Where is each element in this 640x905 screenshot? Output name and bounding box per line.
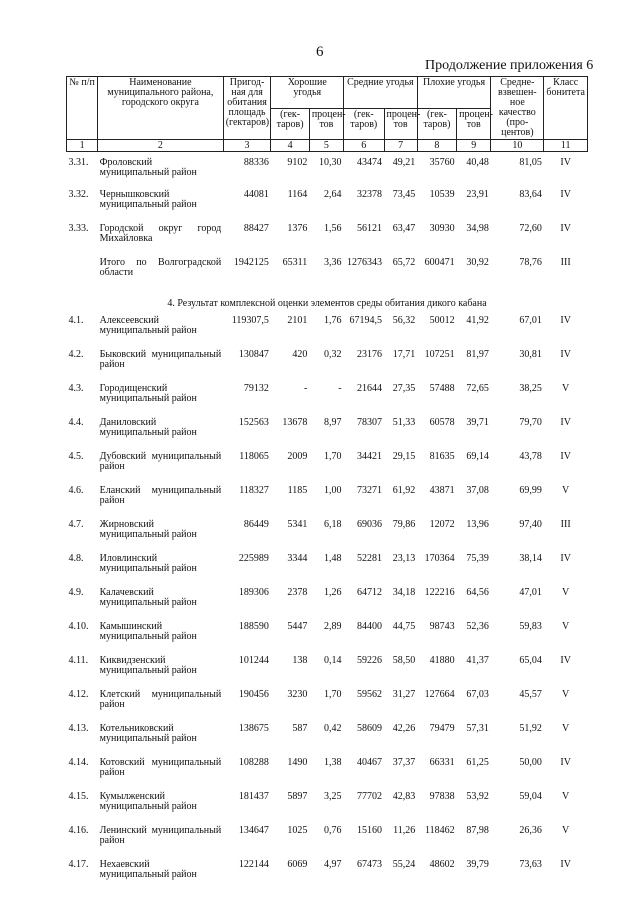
weighted-quality: 67,01 <box>519 315 542 326</box>
header-bad-lands: Плохие угодья <box>417 77 491 109</box>
area-value: 225989 <box>238 553 269 564</box>
good-pct: 0,32 <box>324 349 342 360</box>
weighted-quality: 38,25 <box>519 383 542 394</box>
bad-ha: 50012 <box>429 315 455 326</box>
bonitet-class: IV <box>560 451 571 462</box>
header-weighted-quality: Средне-взвешен-ное качество (про-центов) <box>491 77 544 140</box>
good-pct: 2,64 <box>324 189 342 200</box>
column-number: 10 <box>491 140 544 152</box>
bonitet-class: IV <box>560 859 571 870</box>
medium-ha: 56121 <box>357 223 383 234</box>
table-row <box>67 622 588 656</box>
bad-pct: 37,08 <box>466 485 489 496</box>
bad-pct: 39,79 <box>466 859 489 870</box>
weighted-quality: 50,00 <box>519 757 542 768</box>
row-number: 4.13. <box>68 723 89 734</box>
bonitet-class: V <box>562 825 570 836</box>
medium-pct: 34,18 <box>392 587 416 598</box>
area-value: 190456 <box>238 689 269 700</box>
district-name: Жирновский муниципальный район <box>99 519 197 540</box>
good-ha: 3230 <box>287 689 308 700</box>
weighted-quality: 78,76 <box>519 257 542 268</box>
bad-ha: 60578 <box>429 417 455 428</box>
area-value: 44081 <box>243 189 269 200</box>
good-ha: 1025 <box>287 825 308 836</box>
bonitet-class: V <box>562 689 570 700</box>
table-header <box>67 77 588 152</box>
good-ha: 1185 <box>287 485 308 496</box>
appendix-continuation-label: Продолжение приложения 6 <box>425 58 594 73</box>
district-name: Еланский муниципальный район <box>99 485 222 506</box>
district-name: Городской округ город Михайловка <box>99 223 222 244</box>
medium-ha: 34421 <box>357 451 383 462</box>
medium-pct: 29,15 <box>392 451 416 462</box>
section-row <box>67 292 588 316</box>
bad-pct: 81,97 <box>466 349 489 360</box>
row-number: 4.15. <box>68 791 89 802</box>
table-row <box>67 758 588 792</box>
table-row <box>67 792 588 826</box>
bad-ha: 97838 <box>429 791 455 802</box>
good-ha: 5897 <box>287 791 308 802</box>
row-number: 4.4. <box>68 417 84 428</box>
good-pct: 1,00 <box>324 485 342 496</box>
table-row <box>67 826 588 860</box>
area-value: 181437 <box>238 791 269 802</box>
column-number: 5 <box>309 140 343 152</box>
weighted-quality: 59,04 <box>519 791 542 802</box>
row-number: 4.12. <box>68 689 89 700</box>
row-number <box>67 258 98 292</box>
row-number: 4.16. <box>68 825 89 836</box>
bad-pct: 67,03 <box>466 689 489 700</box>
table-row <box>67 588 588 622</box>
medium-ha: 64712 <box>357 587 383 598</box>
bad-ha: 600471 <box>424 257 455 268</box>
bad-ha: 122216 <box>424 587 455 598</box>
table-row <box>67 152 588 191</box>
column-number: 9 <box>457 140 491 152</box>
medium-ha: 15160 <box>357 825 383 836</box>
row-number: 4.7. <box>68 519 84 530</box>
district-name: Иловлинский муниципальный район <box>99 553 197 574</box>
medium-ha: 77702 <box>357 791 383 802</box>
medium-pct: 42,26 <box>392 723 416 734</box>
bonitet-class: IV <box>560 223 571 234</box>
bad-ha: 10539 <box>429 189 455 200</box>
table-row <box>67 258 588 292</box>
good-pct: 1,38 <box>324 757 342 768</box>
good-ha: 65311 <box>282 257 308 268</box>
weighted-quality: 47,01 <box>519 587 542 598</box>
header-bad-ha: (гек-таров) <box>417 108 456 140</box>
column-number: 6 <box>344 140 384 152</box>
district-name: Котельниковский муниципальный район <box>99 723 197 744</box>
bad-pct: 87,98 <box>466 825 489 836</box>
district-name: Калачевский муниципальный район <box>99 587 197 608</box>
header-good-pct: процен-тов <box>309 108 343 140</box>
district-name: Ленинский муниципальный район <box>99 825 222 846</box>
row-number: 3.32. <box>68 189 89 200</box>
medium-ha: 59562 <box>357 689 383 700</box>
column-number: 2 <box>98 140 224 152</box>
bonitet-class: V <box>562 723 570 734</box>
district-name: Городищенский муниципальный район <box>99 383 197 404</box>
medium-ha: 58609 <box>357 723 383 734</box>
area-value: 108288 <box>238 757 269 768</box>
area-value: 88336 <box>243 157 269 168</box>
good-ha: 420 <box>292 349 308 360</box>
good-ha: - <box>303 383 308 394</box>
bonitet-class: V <box>562 621 570 632</box>
bad-pct: 57,31 <box>466 723 489 734</box>
column-number-row <box>67 140 588 152</box>
medium-ha: 43474 <box>357 157 383 168</box>
row-number: 4.11. <box>68 655 89 666</box>
medium-pct: 49,21 <box>392 157 416 168</box>
weighted-quality: 65,04 <box>519 655 542 666</box>
weighted-quality: 59,83 <box>519 621 542 632</box>
good-pct: 8,97 <box>324 417 342 428</box>
bonitet-class: III <box>560 519 571 530</box>
bad-pct: 61,25 <box>466 757 489 768</box>
medium-pct: 73,45 <box>392 189 416 200</box>
bonitet-class: IV <box>560 349 571 360</box>
good-pct: 0,76 <box>324 825 342 836</box>
medium-pct: 58,50 <box>392 655 416 666</box>
area-value: 138675 <box>238 723 269 734</box>
row-number: 4.1. <box>68 315 84 326</box>
medium-ha: 67473 <box>357 859 383 870</box>
row-number: 4.6. <box>68 485 84 496</box>
good-pct: 0,14 <box>324 655 342 666</box>
row-number: 3.33. <box>68 223 89 234</box>
medium-pct: 31,27 <box>392 689 416 700</box>
good-pct: 6,18 <box>324 519 342 530</box>
row-number: 4.10. <box>68 621 89 632</box>
bad-ha: 98743 <box>429 621 455 632</box>
weighted-quality: 45,57 <box>519 689 542 700</box>
bonitet-class: III <box>560 257 571 268</box>
weighted-quality: 72,60 <box>519 223 542 234</box>
bad-ha: 12072 <box>429 519 455 530</box>
area-value: 118065 <box>239 451 269 462</box>
table-row <box>67 452 588 486</box>
table-row <box>67 384 588 418</box>
weighted-quality: 81,05 <box>519 157 542 168</box>
row-number: 4.17. <box>68 859 89 870</box>
bonitet-class: IV <box>560 553 571 564</box>
medium-pct: 63,47 <box>392 223 416 234</box>
row-number: 4.14. <box>68 757 89 768</box>
row-number: 4.3. <box>68 383 84 394</box>
bad-ha: 43871 <box>429 485 455 496</box>
district-name: Фроловский муниципальный район <box>99 157 197 178</box>
table-row <box>67 350 588 384</box>
header-medium-lands: Средние угодья <box>344 77 418 109</box>
medium-pct: 27,35 <box>392 383 416 394</box>
good-ha: 13678 <box>282 417 308 428</box>
good-pct: 1,56 <box>324 223 342 234</box>
bad-ha: 35760 <box>429 157 455 168</box>
header-bonitet-class: Класс бонитета <box>544 77 588 140</box>
medium-ha: 32378 <box>357 189 383 200</box>
good-pct: 3,36 <box>324 257 342 268</box>
row-number: 4.2. <box>68 349 84 360</box>
good-ha: 2101 <box>287 315 308 326</box>
bad-ha: 57488 <box>429 383 455 394</box>
medium-ha: 69036 <box>357 519 383 530</box>
medium-pct: 51,33 <box>392 417 416 428</box>
bad-ha: 30930 <box>429 223 455 234</box>
good-pct: 1,70 <box>324 451 342 462</box>
column-number: 11 <box>544 140 588 152</box>
medium-pct: 11,26 <box>393 825 416 836</box>
header-medium-pct: процен-тов <box>384 108 417 140</box>
medium-pct: 42,83 <box>392 791 416 802</box>
row-number: 4.5. <box>68 451 84 462</box>
bad-ha: 170364 <box>424 553 455 564</box>
district-name: Алексеевский муниципальный район <box>99 315 197 336</box>
table-row <box>67 486 588 520</box>
area-value: 101244 <box>238 655 269 666</box>
area-value: 1942125 <box>233 257 269 268</box>
weighted-quality: 97,40 <box>519 519 542 530</box>
medium-ha: 23176 <box>357 349 383 360</box>
header-area: Пригод-ная для обитания площадь (гектаров) <box>223 77 271 140</box>
area-value: 88427 <box>243 223 269 234</box>
medium-pct: 17,71 <box>392 349 416 360</box>
area-value: 86449 <box>243 519 269 530</box>
medium-ha: 1276343 <box>347 257 383 268</box>
bad-pct: 34,98 <box>466 223 489 234</box>
district-name: Киквидзенский муниципальный район <box>99 655 197 676</box>
table-row <box>67 554 588 588</box>
area-value: 119307,5 <box>231 315 269 326</box>
good-ha: 9102 <box>287 157 308 168</box>
good-pct: 2,89 <box>324 621 342 632</box>
area-value: 79132 <box>243 383 269 394</box>
area-value: 130847 <box>238 349 269 360</box>
good-pct: 1,26 <box>324 587 342 598</box>
good-ha: 587 <box>292 723 308 734</box>
good-ha: 3344 <box>287 553 308 564</box>
good-ha: 5341 <box>287 519 308 530</box>
header-good-ha: (гек-таров) <box>271 108 309 140</box>
medium-pct: 79,86 <box>392 519 416 530</box>
good-ha: 2009 <box>287 451 308 462</box>
column-number: 4 <box>271 140 309 152</box>
header-name: Наименование муниципального района, городского округа <box>98 77 224 140</box>
table-row <box>67 418 588 452</box>
medium-ha: 21644 <box>357 383 383 394</box>
medium-pct: 56,32 <box>392 315 416 326</box>
medium-ha: 67194,5 <box>349 315 383 326</box>
weighted-quality: 79,70 <box>519 417 542 428</box>
bad-ha: 81635 <box>429 451 455 462</box>
bad-pct: 41,92 <box>466 315 489 326</box>
good-pct: 3,25 <box>324 791 342 802</box>
bad-pct: 13,96 <box>466 519 489 530</box>
medium-pct: 65,72 <box>392 257 416 268</box>
district-name: Кумылженский муниципальный район <box>99 791 197 812</box>
section-title: 4. Результат комплексной оценки элементов среды обитания дикого кабана <box>167 298 487 309</box>
good-ha: 138 <box>292 655 308 666</box>
bad-pct: 52,36 <box>466 621 489 632</box>
habitat-assessment-table <box>66 76 588 894</box>
bonitet-class: IV <box>560 655 571 666</box>
weighted-quality: 83,64 <box>519 189 542 200</box>
district-name: Нехаевский муниципальный район <box>99 859 197 880</box>
bad-ha: 127664 <box>424 689 455 700</box>
medium-pct: 44,75 <box>392 621 416 632</box>
header-bad-pct: процен-тов <box>457 108 491 140</box>
bad-ha: 48602 <box>429 859 455 870</box>
column-number: 8 <box>417 140 456 152</box>
district-name: Котовский муниципальный район <box>99 757 222 778</box>
header-good-lands: Хорошие угодья <box>271 77 344 109</box>
header-medium-ha: (гек-таров) <box>344 108 384 140</box>
header-number: № п/п <box>67 77 98 140</box>
medium-ha: 52281 <box>357 553 383 564</box>
bad-pct: 40,48 <box>466 157 489 168</box>
district-name: Камышинский муниципальный район <box>99 621 197 642</box>
bad-ha: 79479 <box>429 723 455 734</box>
bad-pct: 75,39 <box>466 553 489 564</box>
table-row <box>67 190 588 224</box>
medium-pct: 55,24 <box>392 859 416 870</box>
bad-ha: 118462 <box>425 825 455 836</box>
row-number: 3.31. <box>68 157 89 168</box>
table-row <box>67 724 588 758</box>
bonitet-class: IV <box>560 417 571 428</box>
bad-pct: 23,91 <box>466 189 489 200</box>
medium-pct: 37,37 <box>392 757 416 768</box>
area-value: 189306 <box>238 587 269 598</box>
table-body <box>67 152 588 895</box>
good-pct: 10,30 <box>319 157 342 168</box>
weighted-quality: 69,99 <box>519 485 542 496</box>
bad-pct: 41,37 <box>466 655 489 666</box>
area-value: 188590 <box>238 621 269 632</box>
weighted-quality: 26,36 <box>519 825 542 836</box>
area-value: 122144 <box>238 859 269 870</box>
good-pct: - <box>338 383 342 394</box>
bonitet-class: IV <box>560 315 571 326</box>
medium-pct: 61,92 <box>392 485 416 496</box>
weighted-quality: 30,81 <box>519 349 542 360</box>
bonitet-class: IV <box>560 757 571 768</box>
row-number: 4.9. <box>68 587 84 598</box>
column-number: 7 <box>384 140 417 152</box>
good-pct: 4,97 <box>324 859 342 870</box>
bad-pct: 39,71 <box>466 417 489 428</box>
good-pct: 0,42 <box>324 723 342 734</box>
bad-pct: 64,56 <box>466 587 489 598</box>
good-ha: 1376 <box>287 223 308 234</box>
page-number: 6 <box>316 44 324 60</box>
district-name: Дубовский муниципальный район <box>99 451 222 472</box>
bad-pct: 72,65 <box>466 383 489 394</box>
good-ha: 5447 <box>287 621 308 632</box>
bad-pct: 53,92 <box>466 791 489 802</box>
good-pct: 1,48 <box>324 553 342 564</box>
good-ha: 2378 <box>287 587 308 598</box>
bad-ha: 41880 <box>429 655 455 666</box>
area-value: 152563 <box>238 417 269 428</box>
medium-ha: 73271 <box>357 485 383 496</box>
weighted-quality: 38,14 <box>519 553 542 564</box>
medium-ha: 40467 <box>357 757 383 768</box>
bonitet-class: V <box>562 791 570 802</box>
table-row <box>67 656 588 690</box>
bonitet-class: V <box>562 383 570 394</box>
bad-pct: 30,92 <box>466 257 489 268</box>
medium-ha: 59226 <box>357 655 383 666</box>
table-row <box>67 690 588 724</box>
area-value: 118327 <box>239 485 269 496</box>
district-name: Даниловский муниципальный район <box>99 417 197 438</box>
good-ha: 1490 <box>287 757 308 768</box>
column-number: 1 <box>67 140 98 152</box>
table-row <box>67 224 588 258</box>
weighted-quality: 43,78 <box>519 451 542 462</box>
bonitet-class: IV <box>560 157 571 168</box>
weighted-quality: 51,92 <box>519 723 542 734</box>
medium-ha: 84400 <box>357 621 383 632</box>
bonitet-class: V <box>562 485 570 496</box>
medium-ha: 78307 <box>357 417 383 428</box>
good-pct: 1,76 <box>324 315 342 326</box>
column-number: 3 <box>223 140 271 152</box>
table-row <box>67 316 588 350</box>
good-ha: 1164 <box>287 189 308 200</box>
area-value: 134647 <box>238 825 269 836</box>
bonitet-class: V <box>562 587 570 598</box>
district-name: Клетский муниципальный район <box>99 689 222 710</box>
row-number: 4.8. <box>68 553 84 564</box>
bad-ha: 66331 <box>429 757 455 768</box>
bad-ha: 107251 <box>424 349 455 360</box>
district-name: Итого по Волгоградской области <box>99 257 222 278</box>
table-row <box>67 860 588 894</box>
good-pct: 1,70 <box>324 689 342 700</box>
bad-pct: 69,14 <box>466 451 489 462</box>
bonitet-class: IV <box>560 189 571 200</box>
district-name: Быковский муниципальный район <box>99 349 222 370</box>
good-ha: 6069 <box>287 859 308 870</box>
district-name: Чернышковский муниципальный район <box>99 189 197 210</box>
medium-pct: 23,13 <box>392 553 416 564</box>
weighted-quality: 73,63 <box>519 859 542 870</box>
table-row <box>67 520 588 554</box>
